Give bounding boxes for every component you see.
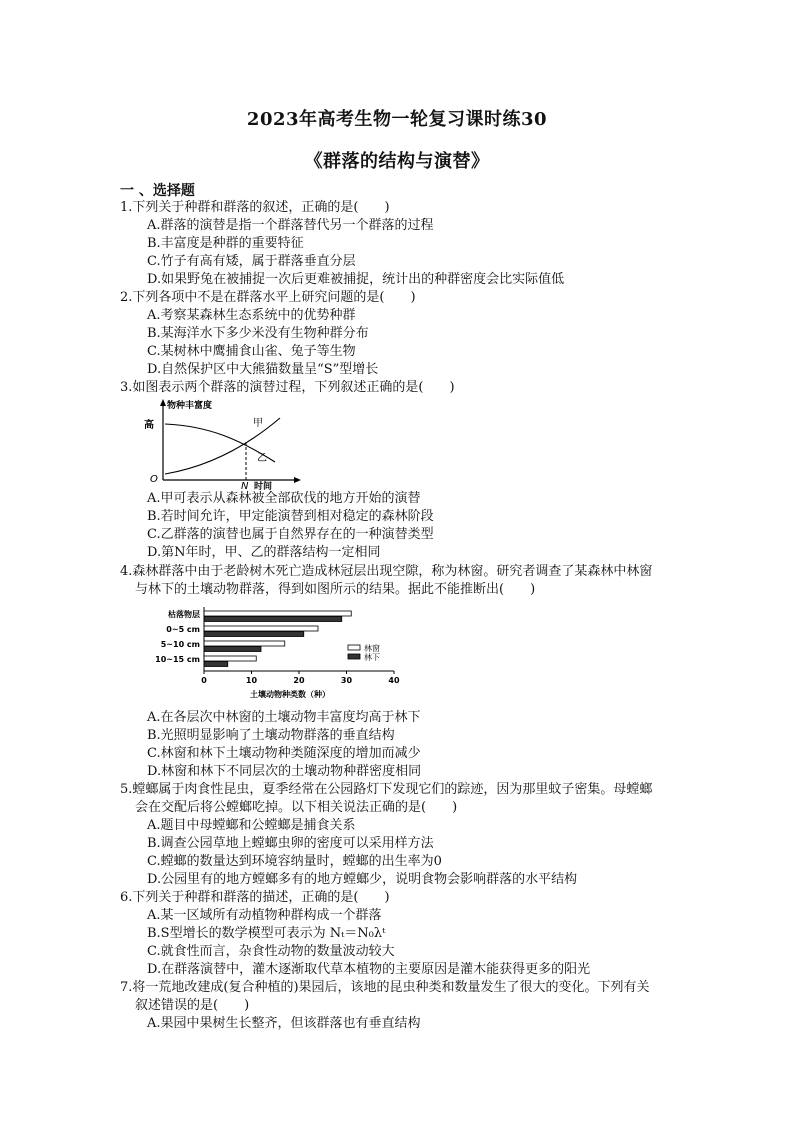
question-3-option-a: A.甲可表示从森林被全部砍伐的地方开始的演替 bbox=[147, 491, 421, 506]
x-tick-label-2: 20 bbox=[293, 676, 305, 685]
question-4-option-b: B.光照明显影响了土壤动物群落的垂直结构 bbox=[147, 728, 395, 743]
category-label-2: 5~10 cm bbox=[160, 640, 200, 649]
question-5-stem-line2: 会在交配后将公螳螂吃掉。以下相关说法正确的是( ) bbox=[135, 800, 458, 815]
x-axis-label: 时间 bbox=[254, 482, 273, 490]
category-label-1: 0~5 cm bbox=[166, 625, 200, 634]
chart-x-axis-label: 土壤动物种类数（种） bbox=[250, 690, 330, 699]
question-5-option-b: B.调查公园草地上螳螂虫卵的密度可以采用样方法 bbox=[147, 836, 434, 851]
question-6-option-a: A.某一区域所有动植物种群构成一个群落 bbox=[147, 908, 382, 923]
question-5-option-c: C.螳螂的数量达到环境容纳量时，螳螂的出生率为0 bbox=[147, 854, 442, 869]
question-1-option-a: A.群落的演替是指一个群落替代另一个群落的过程 bbox=[147, 218, 434, 233]
question-1-option-d: D.如果野兔在被捕捉一次后更难被捕捉，统计出的种群密度会比实际值低 bbox=[147, 272, 565, 287]
x-tick-label-3: 30 bbox=[340, 676, 353, 685]
bar-linxia-0 bbox=[204, 617, 342, 622]
question-1-option-c: C.竹子有高有矮，属于群落垂直分层 bbox=[147, 254, 356, 269]
bar-linchuang-1 bbox=[204, 626, 318, 631]
x-tick-label-1: 10 bbox=[245, 676, 258, 685]
question-3-option-d: D.第N年时，甲、乙的群落结构一定相同 bbox=[147, 545, 381, 560]
high-label: 高 bbox=[144, 420, 154, 431]
question-6-option-b: B.S型增长的数学模型可表示为 Nₜ＝N₀λᵗ bbox=[147, 926, 386, 941]
question-4-option-d: D.林窗和林下不同层次的土壤动物种群密度相同 bbox=[147, 764, 422, 779]
question-2-option-d: D.自然保护区中大熊猫数量呈“S”型增长 bbox=[147, 362, 379, 377]
question-4-stem-line1: 4.森林群落中由于老龄树木死亡造成林冠层出现空隙，称为林窗。研究者调查了某森林中林窗 bbox=[120, 564, 653, 579]
question-1-stem: 1.下列关于种群和群落的叙述，正确的是( ) bbox=[120, 200, 390, 215]
label-jia: 甲 bbox=[253, 418, 263, 429]
chart-legend bbox=[348, 643, 380, 662]
question-7-stem-line2: 叙述错误的是( ) bbox=[135, 998, 250, 1013]
question-5-option-d: D.公园里有的地方螳螂多有的地方螳螂少，说明食物会影响群落的水平结构 bbox=[147, 872, 578, 887]
question-7-stem-line1: 7.将一荒地改建成(复合种植的)果园后，该地的昆虫种类和数量发生了很大的变化。下列有关 bbox=[120, 980, 650, 995]
y-axis-arrow bbox=[160, 399, 166, 406]
x-tick-label-4: 40 bbox=[388, 676, 400, 685]
legend-swatch-linchuang bbox=[348, 645, 360, 650]
question-4-stem-line2: 与林下的土壤动物群落，得到如图所示的结果。据此不能推断出( ) bbox=[135, 582, 536, 597]
bar-linxia-1 bbox=[204, 632, 304, 637]
question-2-option-a: A.考察某森林生态系统中的优势种群 bbox=[147, 308, 356, 323]
question-5-option-a: A.题目中母螳螂和公螳螂是捕食关系 bbox=[147, 818, 356, 833]
succession-figure bbox=[140, 396, 320, 490]
question-7-option-a: A.果园中果树生长整齐，但该群落也有垂直结构 bbox=[147, 1016, 421, 1031]
page-title: 2023年高考生物一轮复习课时练30 bbox=[246, 109, 548, 130]
category-label-0: 枯落物层 bbox=[168, 610, 200, 619]
question-3-stem: 3.如图表示两个群落的演替过程，下列叙述正确的是( ) bbox=[120, 380, 455, 395]
question-2-stem: 2.下列各项中不是在群落水平上研究问题的是( ) bbox=[120, 290, 416, 305]
bar-linxia-3 bbox=[204, 662, 228, 667]
page-subtitle: 《群落的结构与演替》 bbox=[304, 151, 490, 172]
question-1-option-b: B.丰富度是种群的重要特征 bbox=[147, 236, 304, 251]
legend-label-linchuang: 林窗 bbox=[364, 644, 380, 653]
question-3-option-c: C.乙群落的演替也属于自然界存在的一种演替类型 bbox=[147, 527, 434, 542]
label-yi: 乙 bbox=[257, 453, 267, 464]
legend-swatch-linxia bbox=[348, 654, 360, 659]
bar-linchuang-2 bbox=[204, 641, 285, 646]
x-axis-arrow bbox=[294, 477, 301, 483]
question-5-stem-line1: 5.螳螂属于肉食性昆虫，夏季经常在公园路灯下发现它们的踪迹，因为那里蚊子密集。母螳螂 bbox=[120, 782, 653, 797]
x-tick-label-0: 0 bbox=[201, 676, 207, 685]
question-3-option-b: B.若时间允许，甲定能演替到相对稳定的森林阶段 bbox=[147, 509, 434, 524]
origin-label: O bbox=[150, 474, 158, 485]
soil-animal-bar-chart bbox=[140, 603, 410, 703]
question-6-option-d: D.在群落演替中，灌木逐渐取代草本植物的主要原因是灌木能获得更多的阳光 bbox=[147, 962, 591, 977]
section-heading: 一 、选择题 bbox=[120, 183, 195, 199]
question-2-option-c: C.某树林中鹰捕食山雀、兔子等生物 bbox=[147, 344, 356, 359]
question-2-option-b: B.某海洋水下多少米没有生物种群分布 bbox=[147, 326, 369, 341]
category-label-3: 10~15 cm bbox=[155, 655, 200, 664]
question-6-stem: 6.下列关于种群和群落的描述，正确的是( ) bbox=[120, 890, 390, 905]
bar-linchuang-0 bbox=[204, 611, 351, 616]
question-6-option-c: C.就食性而言，杂食性动物的数量波动较大 bbox=[147, 944, 395, 959]
question-4-option-c: C.林窗和林下土壤动物种类随深度的增加而减少 bbox=[147, 746, 421, 761]
y-axis-label: 物种丰富度 bbox=[167, 401, 213, 411]
question-4-option-a: A.在各层次中林窗的土壤动物丰富度均高于林下 bbox=[147, 710, 421, 725]
n-label: N bbox=[241, 481, 249, 490]
bar-linchuang-3 bbox=[204, 656, 256, 661]
legend-label-linxia: 林下 bbox=[364, 653, 380, 662]
bar-linxia-2 bbox=[204, 647, 261, 652]
